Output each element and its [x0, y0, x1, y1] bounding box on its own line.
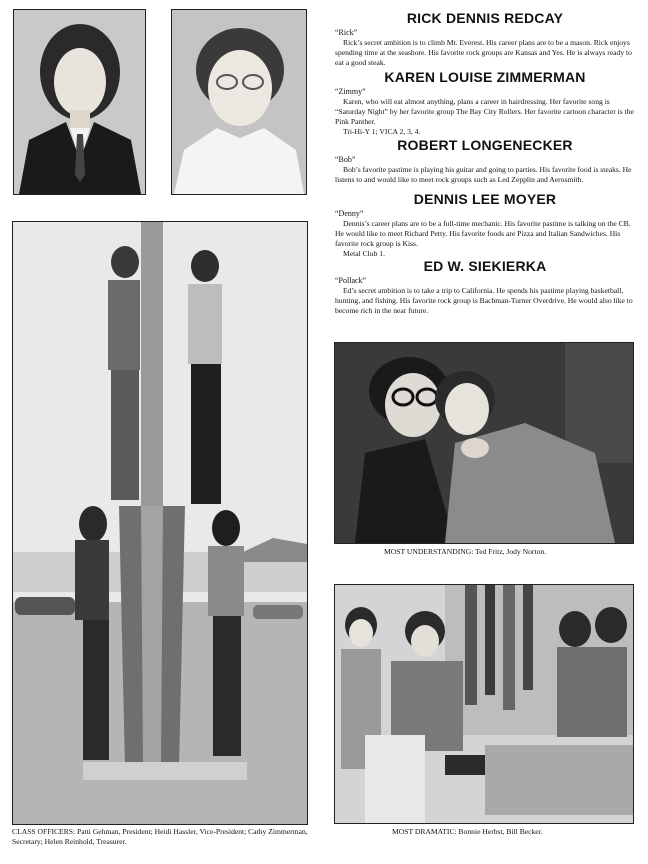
bio-text: Bob’s favorite pastime is playing his guitar and going to parties. His favorite food is steaks. He listens to and would like to meet rock groups such as Led Zepplin and Aerosmith.: [335, 165, 632, 184]
bio-nickname: “Zimmy”: [335, 87, 366, 96]
most-understanding-caption: MOST UNDERSTANDING: Ted Fritz, Jody Norton.: [384, 547, 547, 556]
bio-activities: Tri-Hi-Y 1; VICA 2, 3, 4.: [343, 127, 421, 136]
portrait-photo-rick: [13, 9, 146, 195]
bio-robert: [335, 137, 635, 185]
bio-name: KAREN LOUISE ZIMMERMAN: [384, 69, 586, 85]
bio-nickname: “Bob”: [335, 155, 356, 164]
bio-name: RICK DENNIS REDCAY: [406, 10, 564, 26]
bio-nickname: “Pollack”: [335, 276, 367, 285]
bio-text: Dennis’s career plans are to be a full-time mechanic. His favorite pastime is talking on the CB. He would like to meet Richard Petty. His favorite foods are Pizza and Italian Sandwiches. His favorite rock group is Kiss.: [335, 219, 631, 248]
bio-name: ROBERT LONGENECKER: [397, 137, 573, 153]
bio-text: Rick’s secret ambition is to climb Mt. Everest. His career plans are to be a mason. Rick enjoys spending time at the seashore. His favorite rock groups are Kansas and Yes. He is always ready to eat a good steak.: [335, 38, 632, 67]
most-understanding-photo: [334, 342, 634, 544]
bio-text: Ed’s secret ambition is to take a trip to California. He spends his pastime playing basketball, hunting, and fishing. His favorite rock group is Bachman-Turner Overdrive. He would also like to become rich in the near future.: [335, 286, 633, 315]
bio-name: ED W. SIEKIERKA: [423, 258, 547, 274]
bio-nickname: “Rick”: [335, 28, 358, 37]
class-officers-caption: CLASS OFFICERS: Patti Gehman, President; Heidi Hassler, Vice-President; Cathy Zimmerman, Secretary; Helen Reinhold, Treasurer.: [12, 827, 308, 846]
bio-ed: [335, 258, 635, 316]
bio-activities: Metal Club 1.: [343, 249, 385, 258]
most-dramatic-photo: [334, 584, 634, 824]
bio-rick: [335, 10, 635, 68]
bio-karen: [335, 69, 635, 137]
most-dramatic-caption: MOST DRAMATIC: Bonnie Herbst, Bill Becker.: [392, 827, 543, 836]
bio-nickname: “Denny”: [335, 209, 364, 218]
bio-dennis: [335, 191, 635, 259]
bio-text: Karen, who will eat almost anything, plans a career in hairdressing. Her favorite song is “Saturday Night” by her favorite group The Bay City Rollers. Her favorite cartoon character is the Pink Panther.: [335, 97, 634, 126]
class-officers-photo: [12, 221, 308, 825]
portrait-photo-karen: [171, 9, 307, 195]
bio-name: DENNIS LEE MOYER: [413, 191, 557, 207]
